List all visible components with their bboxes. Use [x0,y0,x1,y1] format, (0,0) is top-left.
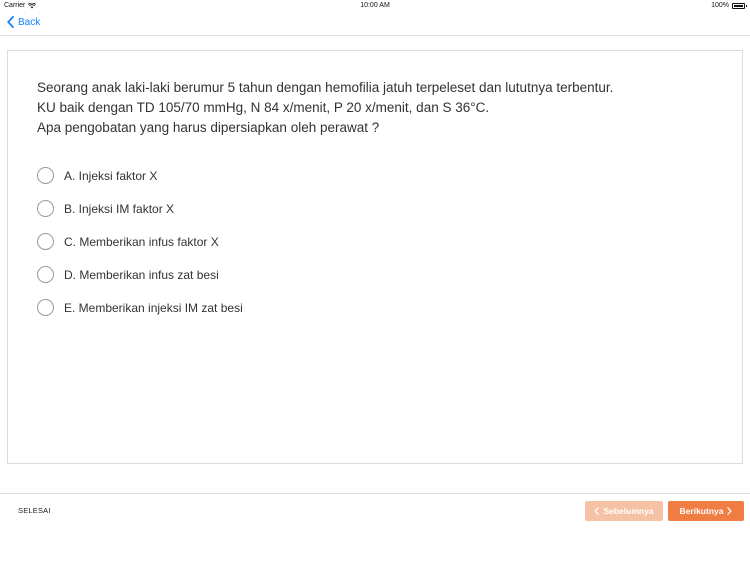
option-label: C. Memberikan infus faktor X [64,234,219,249]
back-label: Back [18,16,41,28]
question-line: Seorang anak laki-laki berumur 5 tahun dengan hemofilia jatuh terpeleset dan lututnya terbentur. [37,80,614,95]
option-label: D. Memberikan infus zat besi [64,267,219,282]
status-time: 10:00 AM [360,2,390,9]
option-d[interactable] [37,258,243,291]
radio-unselected-icon[interactable] [37,200,54,217]
nav-bar [0,12,750,36]
answer-options [37,159,243,324]
carrier-label: Carrier [4,2,26,9]
chevron-left-icon [594,507,599,515]
status-bar [0,0,750,12]
question-text [37,78,727,138]
option-b[interactable] [37,192,243,225]
radio-unselected-icon[interactable] [37,233,54,250]
option-c[interactable] [37,225,243,258]
previous-label: Sebelumnya [603,506,654,516]
battery-fill [734,5,743,7]
next-label: Berikutnya [679,506,724,516]
option-a[interactable] [37,159,243,192]
chevron-right-icon [727,507,732,515]
finish-button[interactable]: SELESAI [18,506,51,515]
question-card [7,50,743,464]
previous-button[interactable] [585,501,663,521]
chevron-left-icon [6,16,15,28]
option-label: E. Memberikan injeksi IM zat besi [64,300,243,315]
question-line: KU baik dengan TD 105/70 mmHg, N 84 x/menit, P 20 x/menit, dan S 36°C. [37,100,490,115]
question-line: Apa pengobatan yang harus dipersiapkan oleh perawat ? [37,120,380,135]
status-right [711,2,745,9]
battery-percent: 100% [711,2,729,9]
back-button[interactable] [6,16,40,28]
next-button[interactable] [668,501,744,521]
radio-unselected-icon[interactable] [37,266,54,283]
option-e[interactable] [37,291,243,324]
battery-icon [732,3,745,9]
footer [0,493,750,562]
radio-unselected-icon[interactable] [37,299,54,316]
option-label: A. Injeksi faktor X [64,168,158,183]
option-label: B. Injeksi IM faktor X [64,201,175,216]
radio-unselected-icon[interactable] [37,167,54,184]
